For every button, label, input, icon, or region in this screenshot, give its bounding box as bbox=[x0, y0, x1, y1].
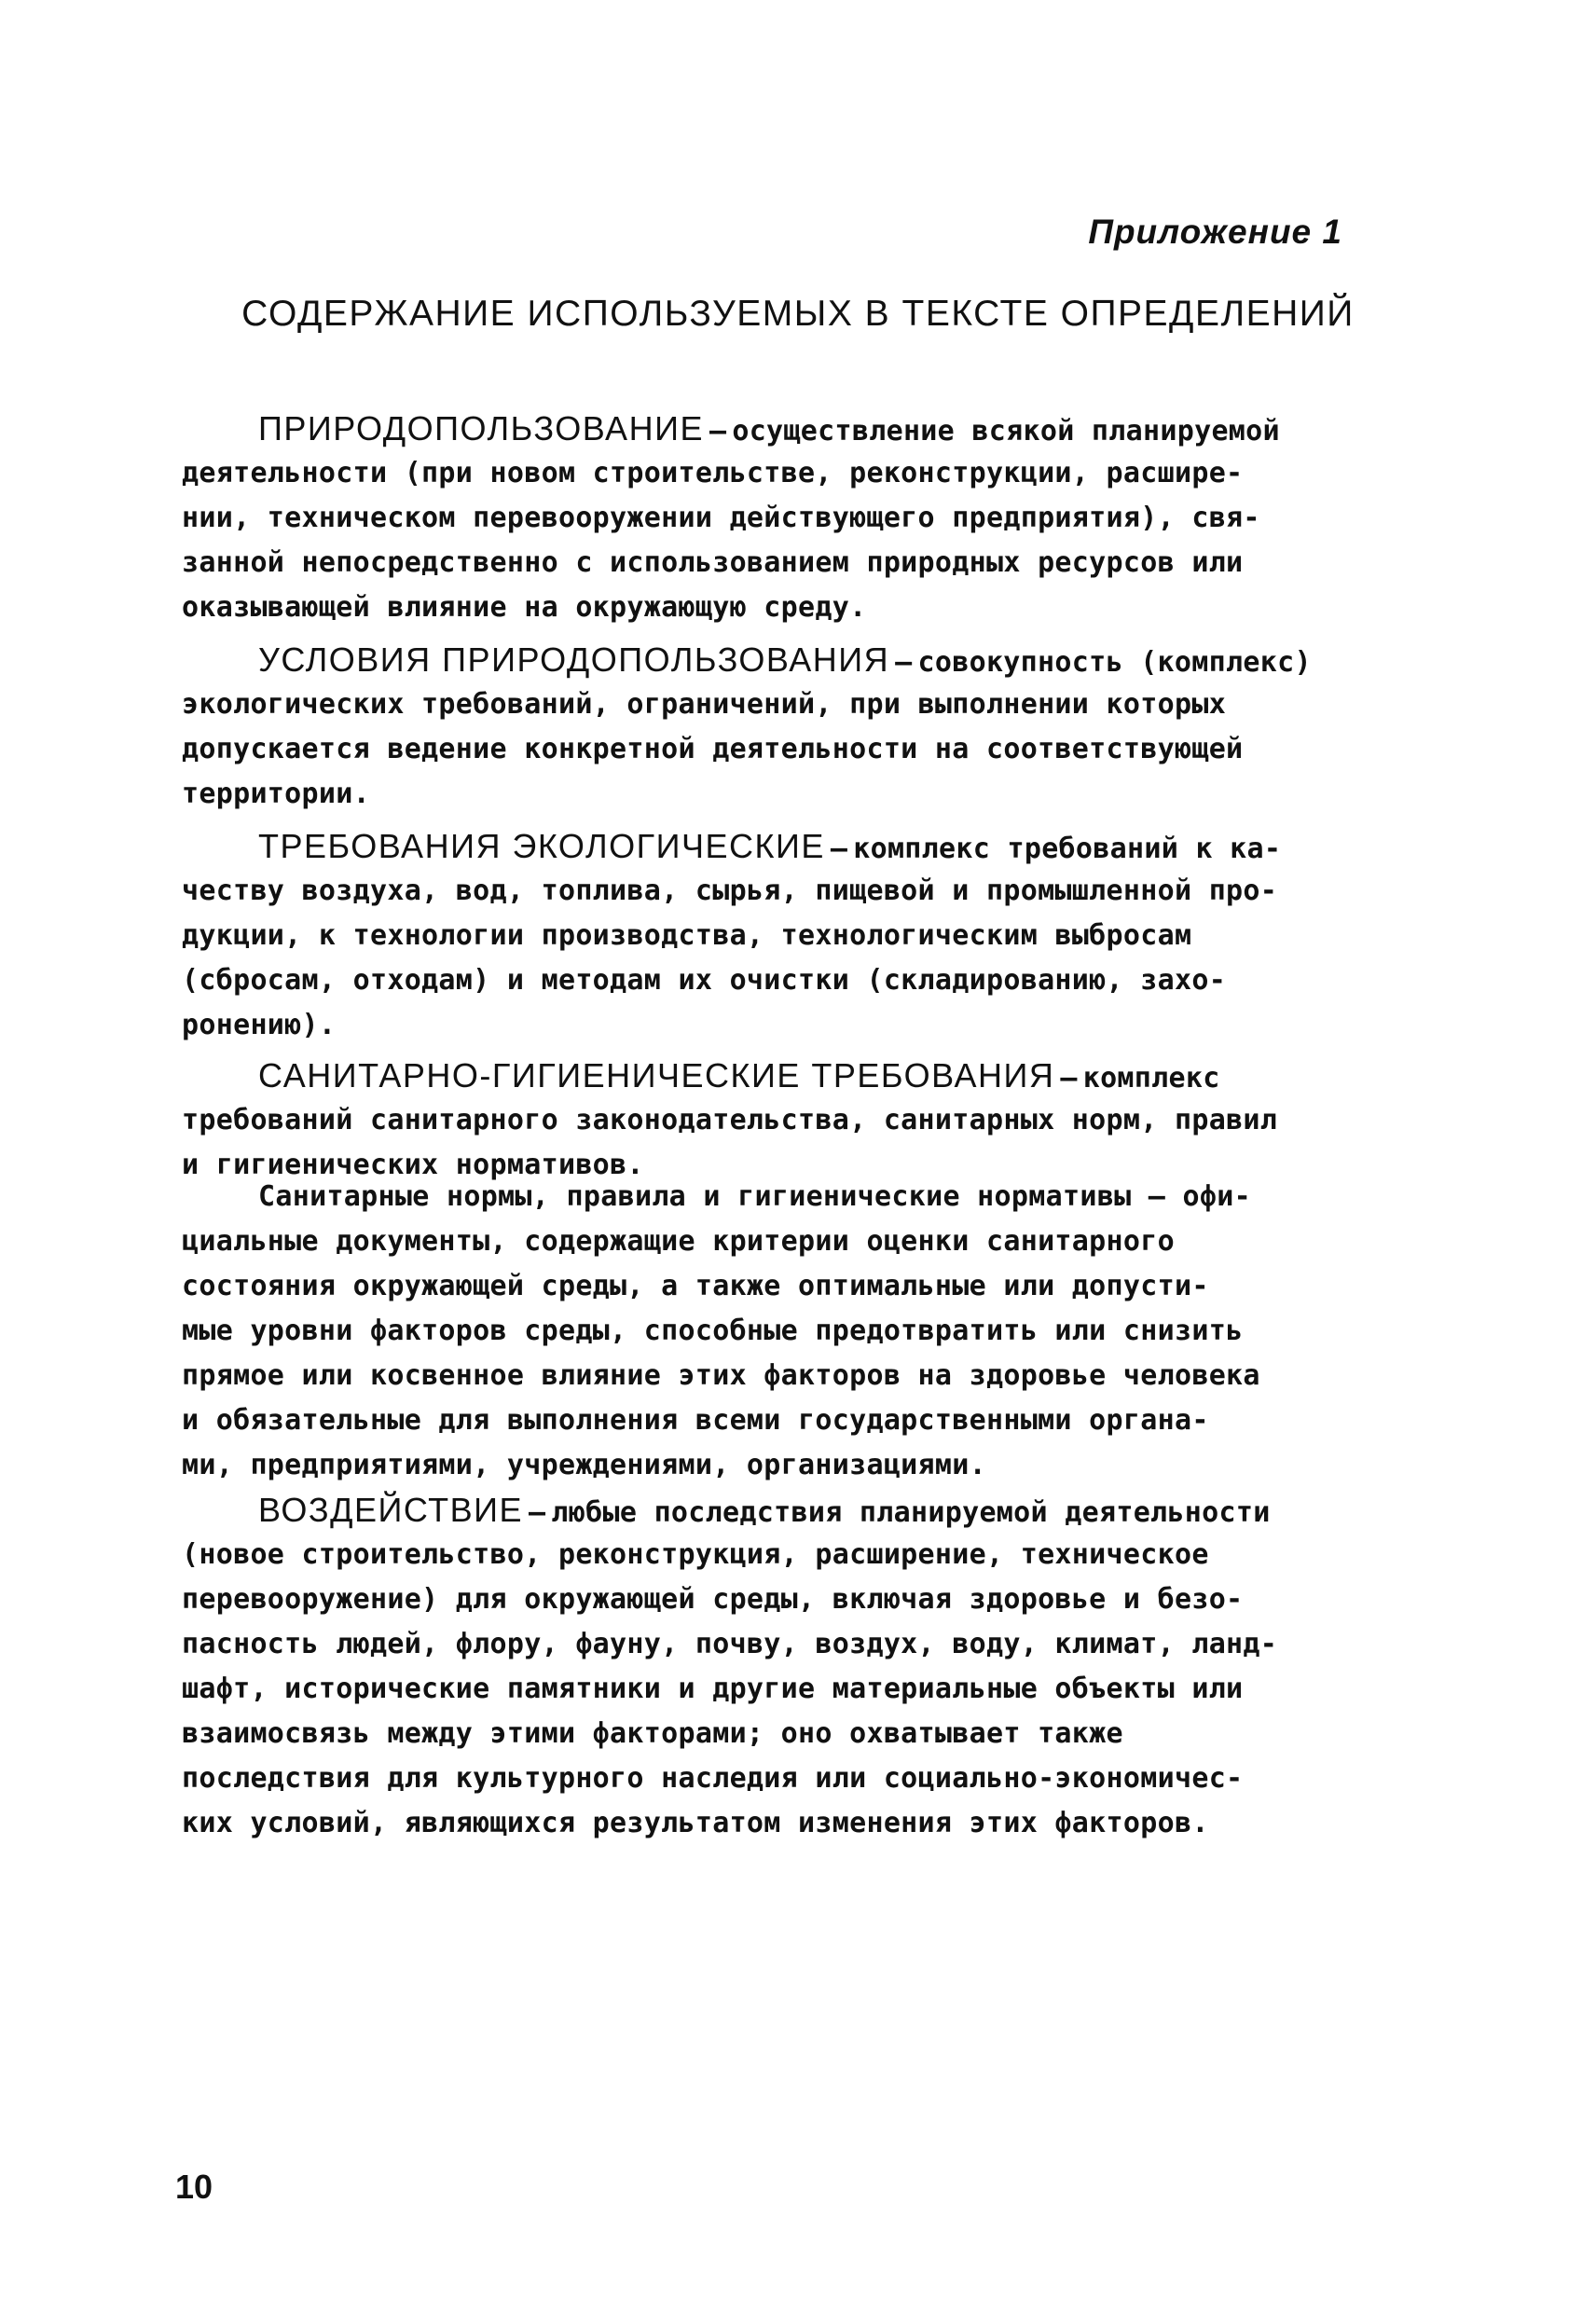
paragraph-line: мые уровни факторов среды, способные предотвратить или снизить bbox=[182, 1315, 1244, 1347]
definition-text: осуществление всякой планируемой bbox=[732, 415, 1280, 447]
definition-text: совокупность (комплекс) bbox=[917, 646, 1312, 679]
paragraph-line: (сбросам, отходам) и методам их очистки (складированию, захо- bbox=[182, 964, 1227, 997]
definition-text: комплекс bbox=[1082, 1062, 1220, 1095]
definition-dash: – bbox=[895, 646, 913, 679]
definition-term: УСЛОВИЯ ПРИРОДОПОЛЬЗОВАНИЯ bbox=[258, 640, 890, 679]
definition-first-line bbox=[182, 1488, 1412, 1533]
paragraph-line: ронению). bbox=[182, 1009, 337, 1041]
page-number: 10 bbox=[175, 2168, 213, 2206]
definition-term: САНИТАРНО-ГИГИЕНИЧЕСКИЕ ТРЕБОВАНИЯ bbox=[258, 1056, 1055, 1095]
paragraph-line: занной непосредственно с использованием природных ресурсов или bbox=[182, 546, 1244, 579]
definition-dash: – bbox=[709, 415, 727, 447]
paragraph-line: перевооружение) для окружающей среды, включая здоровье и безо- bbox=[182, 1583, 1244, 1616]
definition-term: ПРИРОДОПОЛЬЗОВАНИЕ bbox=[258, 409, 704, 447]
paragraph-line: и гигиенических нормативов. bbox=[182, 1149, 644, 1181]
paragraph-sanitary-norms bbox=[182, 1175, 1412, 1488]
definition-text: любые последствия планируемой деятельности bbox=[551, 1496, 1271, 1529]
paragraph-line: и обязательные для выполнения всеми государственными органа- bbox=[182, 1404, 1209, 1437]
paragraph-line: (новое строительство, реконструкция, расширение, техническое bbox=[182, 1538, 1209, 1571]
paragraph-line: дукции, к технологии производства, технологическим выбросам bbox=[182, 919, 1192, 952]
paragraph-line: территории. bbox=[182, 778, 370, 810]
paragraph-line: допускается ведение конкретной деятельности на соответствующей bbox=[182, 733, 1244, 765]
definition-first-line bbox=[182, 638, 1412, 682]
paragraph-line: состояния окружающей среды, а также оптимальные или допусти- bbox=[182, 1270, 1209, 1302]
definition-term: ВОЗДЕЙСТВИЕ bbox=[258, 1491, 524, 1529]
paragraph-line: ми, предприятиями, учреждениями, организациями. bbox=[182, 1449, 986, 1481]
definition-first-line bbox=[182, 824, 1412, 869]
definition-sanitary-requirements bbox=[182, 1053, 1412, 1188]
paragraph-line: экологических требований, ограничений, при выполнении которых bbox=[182, 688, 1227, 721]
definition-first-line bbox=[182, 406, 1412, 451]
paragraph-line: взаимосвязь между этими факторами; оно охватывает также bbox=[182, 1717, 1123, 1750]
paragraph-line: деятельности (при новом строительстве, реконструкции, расшире- bbox=[182, 457, 1244, 489]
paragraph-line: шафт, исторические памятники и другие материальные объекты или bbox=[182, 1673, 1244, 1705]
page-title: СОДЕРЖАНИЕ ИСПОЛЬЗУЕМЫХ В ТЕКСТЕ ОПРЕДЕЛЕНИЙ bbox=[241, 294, 1355, 334]
paragraph-line: пасность людей, флору, фауну, почву, воздух, воду, климат, ланд- bbox=[182, 1628, 1278, 1660]
definition-impact bbox=[182, 1488, 1412, 1846]
paragraph-line: циальные документы, содержащие критерии оценки санитарного bbox=[182, 1225, 1175, 1258]
definition-term: ТРЕБОВАНИЯ ЭКОЛОГИЧЕСКИЕ bbox=[258, 827, 825, 865]
definition-ecological-requirements bbox=[182, 824, 1412, 1048]
paragraph-line: честву воздуха, вод, топлива, сырья, пищевой и промышленной про- bbox=[182, 874, 1278, 907]
paragraph-line: нии, техническом перевооружении действующего предприятия), свя- bbox=[182, 502, 1260, 534]
definition-dash: – bbox=[529, 1496, 546, 1529]
paragraph-line: требований санитарного законодательства, санитарных норм, правил bbox=[182, 1104, 1278, 1136]
paragraph-line: ких условий, являющихся результатом изменения этих факторов. bbox=[182, 1807, 1209, 1839]
paragraph-line: последствия для культурного наследия или социально-экономичес- bbox=[182, 1762, 1244, 1795]
definition-nature-use bbox=[182, 406, 1412, 630]
paragraph-line: оказывающей влияние на окружающую среду. bbox=[182, 591, 867, 624]
definition-nature-use-conditions bbox=[182, 638, 1412, 817]
appendix-label: Приложение 1 bbox=[1088, 213, 1342, 251]
definition-text: комплекс требований к ка- bbox=[853, 833, 1282, 865]
paragraph-line: прямое или косвенное влияние этих факторов на здоровье человека bbox=[182, 1359, 1260, 1392]
definition-dash: – bbox=[830, 833, 848, 865]
definition-first-line bbox=[182, 1053, 1412, 1098]
definition-dash: – bbox=[1060, 1062, 1078, 1095]
paragraph-first-line: Санитарные нормы, правила и гигиенические нормативы – офи- bbox=[258, 1180, 1251, 1213]
